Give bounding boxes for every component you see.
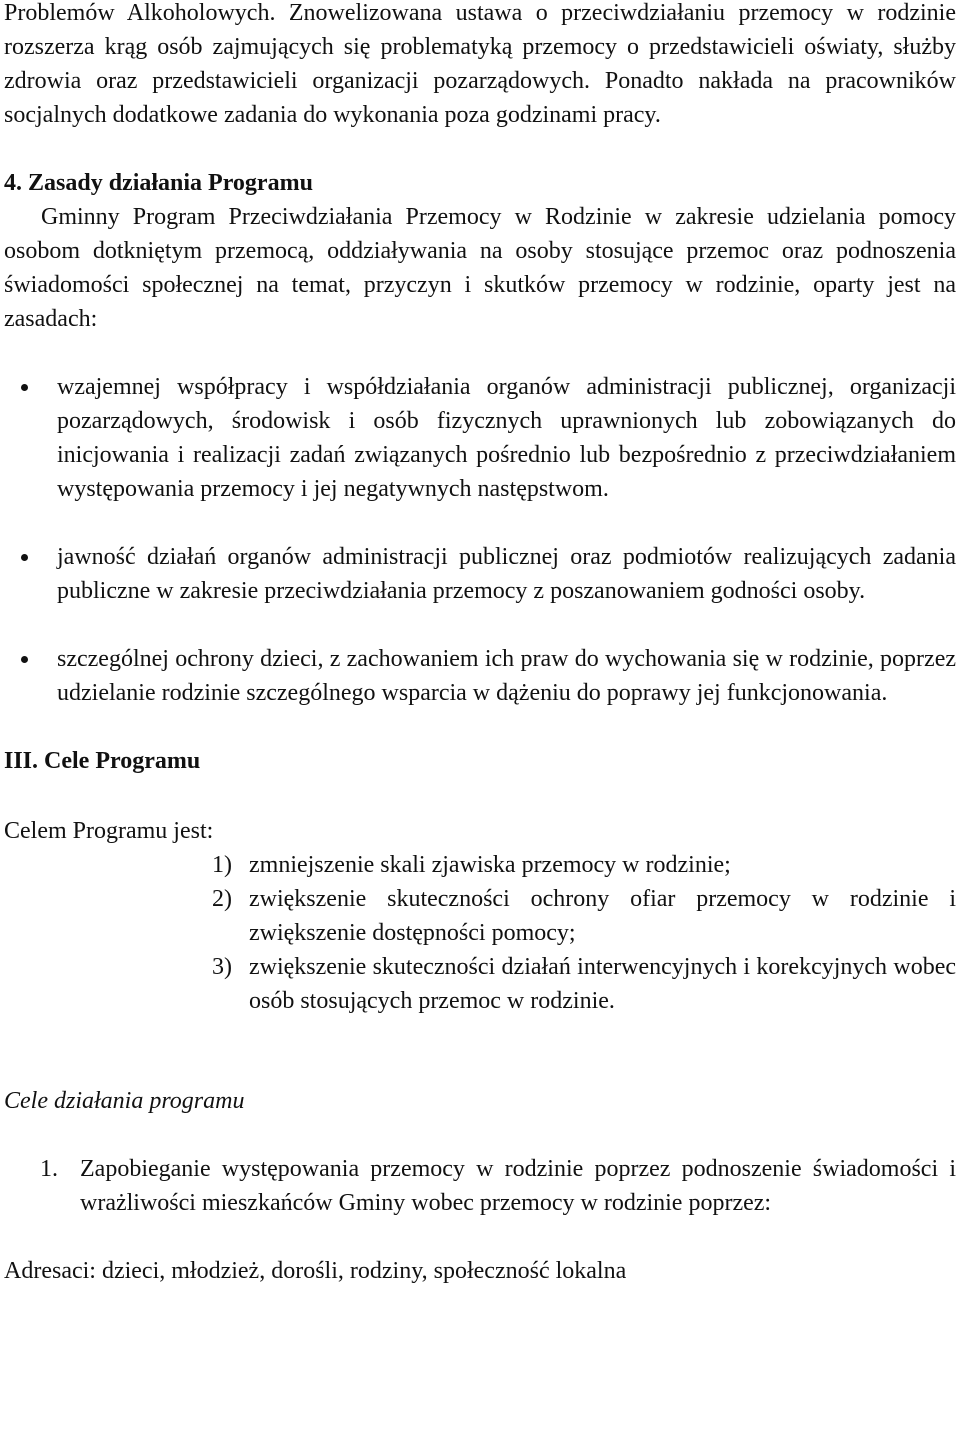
goal-text: zwiększenie skuteczności działań interwencyjnych i korekcyjnych wobec osób stosujących przemoc w rodzinie. [249,954,956,1014]
goal-number: 1) [212,852,232,878]
principle-item [4,370,956,506]
actions-list [4,1152,956,1220]
goal-number: 2) [212,886,232,912]
section-3 [4,744,956,1018]
bullet-icon [4,642,57,676]
bullet-icon [4,370,57,404]
addressees-line: Adresaci: dzieci, młodzież, dorośli, rodziny, społeczność lokalna [4,1258,627,1284]
actions-heading: Cele działania programu [4,1088,245,1114]
action-text: Zapobieganie występowania przemocy w rodzinie poprzez podnoszenie świadomości i wrażliwości mieszkańców Gminy wobec przemocy w rodzinie poprzez: [80,1156,956,1216]
goals-list [4,848,956,1018]
section-3-heading: III. Cele Programu [4,748,201,774]
principle-item [4,540,956,608]
section-4 [4,166,956,710]
goal-item [4,950,956,1018]
principles-list [4,370,956,710]
actions-section [4,1084,956,1288]
goal-item [4,848,956,882]
document-page [4,0,956,1288]
goal-text: zwiększenie skuteczności ochrony ofiar przemocy w rodzinie i zwiększenie dostępności pomocy; [249,886,956,946]
action-number: 1. [40,1156,58,1182]
principle-item [4,642,956,710]
goal-text: zmniejszenie skali zjawiska przemocy w rodzinie; [249,852,731,878]
goal-item [4,882,956,950]
intro-paragraph: Problemów Alkoholowych. Znowelizowana ustawa o przeciwdziałaniu przemocy w rodzinie rozszerza krąg osób zajmujących się problematyką przemocy o przedstawicieli oświaty, służby zdrowia oraz przedstawicieli organizacji pozarządowych. Ponadto nakłada na pracowników socjalnych dodatkowe zadania do wykonania poza godzinami pracy. [4,0,956,128]
principle-text: szczególnej ochrony dzieci, z zachowaniem ich praw do wychowania się w rodzinie, poprzez udzielanie rodzinie szczególnego wsparcia w dążeniu do poprawy jej funkcjonowania. [57,646,956,706]
principle-text: jawność działań organów administracji publicznej oraz podmiotów realizujących zadania publiczne w zakresie przeciwdziałania przemocy z poszanowaniem godności osoby. [57,544,956,604]
section-4-paragraph: Gminny Program Przeciwdziałania Przemocy w Rodzinie w zakresie udzielania pomocy osobom dotkniętym przemocą, oddziaływania na osoby stosujące przemoc oraz podnoszenia świadomości społecznej na temat, przyczyn i skutków przemocy w rodzinie, oparty jest na zasadach: [4,204,956,332]
principle-text: wzajemnej współpracy i współdziałania organów administracji publicznej, organizacji pozarządowych, środowisk i osób fizycznych uprawnionych lub zobowiązanych do inicjowania i realizacji zadań związanych pośrednio lub bezpośrednio z przeciwdziałaniem występowania przemocy i jej negatywnych następstwom. [57,374,956,502]
action-item [4,1152,956,1220]
bullet-icon [4,540,57,574]
goals-lead: Celem Programu jest: [4,818,214,844]
goal-number: 3) [212,954,232,980]
section-4-heading: 4. Zasady działania Programu [4,170,313,196]
